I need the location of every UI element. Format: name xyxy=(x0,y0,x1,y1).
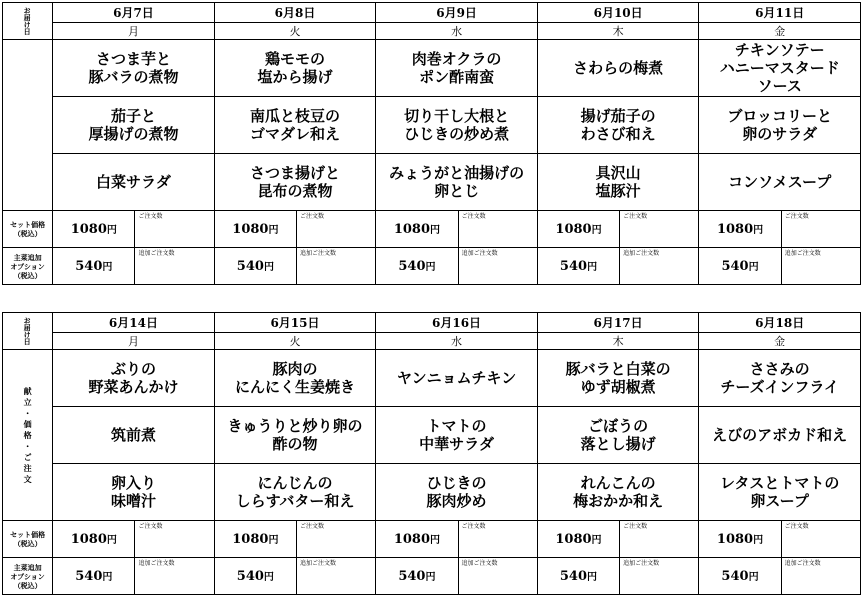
addon-order-count-caption: 追加ご注文数 xyxy=(138,560,175,567)
dish-line: 鶏モモの xyxy=(265,50,326,68)
menu-side-char: 献 xyxy=(23,385,32,396)
dish-main xyxy=(537,40,699,97)
dish-line: 厚揚げの煮物 xyxy=(88,125,179,143)
addon-order-count-field[interactable] xyxy=(620,558,699,595)
dish-line: 白菜サラダ xyxy=(96,173,171,191)
dish-line: 酢の物 xyxy=(272,435,318,453)
dish-side2 xyxy=(53,464,215,521)
dish-line: さわらの梅煮 xyxy=(573,59,664,77)
dish-side2 xyxy=(699,464,861,521)
dish-line: さつま芋と xyxy=(95,50,171,68)
dish-side2 xyxy=(699,154,861,211)
yen-unit: 円 xyxy=(430,535,440,546)
dish-side1 xyxy=(537,407,699,464)
weekday-row xyxy=(3,23,861,40)
set-price-value: 1080 xyxy=(70,532,107,547)
dish-line: にんにく生姜焼き xyxy=(234,378,355,396)
addon-order-count-field[interactable] xyxy=(620,248,699,285)
addon-price-value: 540 xyxy=(236,569,264,584)
dish-main xyxy=(214,350,376,407)
set-price xyxy=(537,521,619,558)
dish-side2 xyxy=(537,464,699,521)
set-order-count-field[interactable] xyxy=(297,211,376,248)
dish-line: ハニーマスタード xyxy=(719,59,840,77)
addon-order-count-caption: 追加ご注文数 xyxy=(300,250,337,257)
dish-line: ゆず胡椒煮 xyxy=(580,378,656,396)
dish-line: チーズインフライ xyxy=(720,378,839,396)
addon-row xyxy=(3,558,861,595)
set-price xyxy=(376,211,458,248)
dish-line: ひじきの炒め煮 xyxy=(404,125,510,143)
delivery-date: 6月18日 xyxy=(699,313,861,333)
set-price-label-line: （税込） xyxy=(13,229,42,238)
weekday: 金 xyxy=(699,23,861,40)
menu-side-char: ご xyxy=(23,451,32,462)
dish-line: ひじきの xyxy=(426,474,487,492)
yen-unit: 円 xyxy=(748,262,759,273)
addon-order-count-field[interactable] xyxy=(297,248,376,285)
yen-unit: 円 xyxy=(591,535,602,546)
dish-side1 xyxy=(699,407,861,464)
dish-side1 xyxy=(376,97,538,154)
set-price-label-line: セット価格 xyxy=(10,530,46,539)
delivery-date: 6月10日 xyxy=(537,3,699,23)
addon-order-count-caption: 追加ご注文数 xyxy=(784,560,821,567)
dish-side1 xyxy=(376,407,538,464)
dish-line: 塩から揚げ xyxy=(257,68,333,86)
dish-main xyxy=(376,40,538,97)
set-order-count-field[interactable] xyxy=(135,521,214,558)
dish-line: 卵スープ xyxy=(750,492,809,510)
dish-line: ささみの xyxy=(749,360,810,378)
addon-order-count-field[interactable] xyxy=(781,558,860,595)
addon-order-count-caption: 追加ご注文数 xyxy=(784,250,821,257)
set-price-value: 1080 xyxy=(232,532,269,547)
dish-line: 味噌汁 xyxy=(110,492,156,510)
addon-price xyxy=(214,248,296,285)
addon-price xyxy=(376,558,458,595)
yen-unit: 円 xyxy=(430,225,441,236)
addon-price xyxy=(214,558,296,595)
order-count-caption: ご注文数 xyxy=(300,523,325,530)
addon-order-count-caption: 追加ご注文数 xyxy=(300,560,337,567)
set-price xyxy=(214,211,296,248)
yen-unit: 円 xyxy=(263,262,274,273)
dish-line: 中華サラダ xyxy=(419,435,494,453)
addon-price-value: 540 xyxy=(559,569,588,584)
dish-line: 豚バラと白菜の xyxy=(565,360,671,378)
dish-row xyxy=(3,154,861,211)
addon-label-line: オプション xyxy=(10,571,45,581)
order-count-caption: ご注文数 xyxy=(623,523,648,530)
menu-side-label xyxy=(3,40,53,211)
yen-unit: 円 xyxy=(102,262,113,273)
dish-line: コンソメスープ xyxy=(728,173,832,191)
date-row xyxy=(3,313,861,333)
menu-side-label xyxy=(3,350,53,521)
dish-line: 卵のサラダ xyxy=(742,125,818,143)
order-count-caption: ご注文数 xyxy=(784,213,809,220)
menu-side-char: ・ xyxy=(23,440,32,451)
set-price-value: 1080 xyxy=(232,222,269,237)
weekday: 木 xyxy=(537,333,699,350)
dish-line: えびのアボカド和え xyxy=(712,426,848,444)
addon-label xyxy=(3,558,53,595)
set-price-value: 1080 xyxy=(393,222,431,237)
dish-line: 豚肉炒め xyxy=(426,492,487,510)
set-price-label xyxy=(3,211,53,248)
dish-side1 xyxy=(214,407,376,464)
set-price-row xyxy=(3,211,861,248)
dish-line: ブロッコリーと xyxy=(727,107,833,125)
addon-label-line: 主菜追加 xyxy=(13,562,42,572)
addon-price xyxy=(376,248,458,285)
weekday: 月 xyxy=(53,333,215,350)
addon-order-count-caption: 追加ご注文数 xyxy=(623,560,660,567)
yen-unit: 円 xyxy=(106,535,117,546)
dish-line: 豚肉の xyxy=(272,360,318,378)
dish-line: トマトの xyxy=(426,417,487,435)
addon-price-value: 540 xyxy=(236,259,264,274)
set-price-row xyxy=(3,521,861,558)
set-order-count-field[interactable] xyxy=(135,211,214,248)
menu-side-char: 立 xyxy=(23,396,32,407)
addon-order-count-caption: 追加ご注文数 xyxy=(623,250,660,257)
dish-side1 xyxy=(214,97,376,154)
dish-side2 xyxy=(537,154,699,211)
menu-side-char: ・ xyxy=(23,407,32,418)
dish-side1 xyxy=(53,407,215,464)
addon-order-count-field[interactable] xyxy=(458,558,537,595)
set-price-value: 1080 xyxy=(716,222,754,237)
delivery-day-label: お届け日 xyxy=(3,313,53,350)
week-menu-table xyxy=(2,312,861,595)
delivery-date: 6月9日 xyxy=(376,3,538,23)
yen-unit: 円 xyxy=(748,572,759,583)
addon-price-value: 540 xyxy=(721,259,749,274)
dish-line: 梅おかか和え xyxy=(573,492,664,510)
dish-line: 南瓜と枝豆の xyxy=(250,107,341,125)
dish-line: しらすバター和え xyxy=(235,492,355,510)
dish-line: ぶりの xyxy=(110,360,156,378)
dish-line: さつま揚げと xyxy=(250,164,341,182)
set-price xyxy=(53,521,135,558)
date-row xyxy=(3,3,861,23)
set-price xyxy=(376,521,458,558)
set-order-count-field[interactable] xyxy=(781,211,860,248)
addon-price-value: 540 xyxy=(75,259,103,274)
dish-side2 xyxy=(214,154,376,211)
addon-label-line: （税込） xyxy=(13,270,42,280)
menu-side-char: 格 xyxy=(23,429,32,440)
dish-line: 野菜あんかけ xyxy=(88,378,179,396)
addon-price-value: 540 xyxy=(559,259,588,274)
set-order-count-field[interactable] xyxy=(620,211,699,248)
dish-line: チキンソテー xyxy=(734,41,825,59)
yen-unit: 円 xyxy=(591,225,602,236)
dish-line: 卵とじ xyxy=(434,182,480,200)
dish-main xyxy=(699,40,861,97)
dish-row xyxy=(3,350,861,407)
dish-row xyxy=(3,97,861,154)
dish-row xyxy=(3,464,861,521)
dish-side2 xyxy=(53,154,215,211)
menu-side-char: 価 xyxy=(23,418,32,429)
addon-price-value: 540 xyxy=(398,259,426,274)
dish-side2 xyxy=(376,154,538,211)
yen-unit: 円 xyxy=(106,225,117,236)
dish-line: 塩豚汁 xyxy=(595,182,641,200)
set-price-label-line: （税込） xyxy=(13,539,42,548)
weekday: 火 xyxy=(214,23,376,40)
set-order-count-field[interactable] xyxy=(620,521,699,558)
addon-order-count-field[interactable] xyxy=(458,248,537,285)
dish-line: ゴマダレ和え xyxy=(250,125,341,143)
yen-unit: 円 xyxy=(268,225,279,236)
delivery-date: 6月14日 xyxy=(53,313,215,333)
set-price xyxy=(699,211,781,248)
weekday-row xyxy=(3,333,861,350)
addon-price xyxy=(537,248,619,285)
yen-unit: 円 xyxy=(263,572,274,583)
set-price-value: 1080 xyxy=(716,532,754,547)
addon-order-count-caption: 追加ご注文数 xyxy=(461,560,498,567)
dish-line: 昆布の煮物 xyxy=(257,182,333,200)
yen-unit: 円 xyxy=(587,572,598,583)
addon-price-value: 540 xyxy=(75,569,103,584)
order-count-caption: ご注文数 xyxy=(461,213,486,220)
set-price-value: 1080 xyxy=(70,222,107,237)
addon-label-line: 主菜追加 xyxy=(13,252,42,262)
dish-line: 具沢山 xyxy=(595,164,641,182)
order-count-caption: ご注文数 xyxy=(784,523,809,530)
dish-row xyxy=(3,40,861,97)
set-order-count-field[interactable] xyxy=(458,521,537,558)
addon-label-line: （税込） xyxy=(13,580,42,590)
yen-unit: 円 xyxy=(425,572,436,583)
set-price xyxy=(699,521,781,558)
addon-label xyxy=(3,248,53,285)
yen-unit: 円 xyxy=(753,535,764,546)
addon-price-value: 540 xyxy=(721,569,749,584)
menu-side-char: 注 xyxy=(23,462,32,473)
dish-line: ソース xyxy=(757,77,802,95)
delivery-date: 6月15日 xyxy=(214,313,376,333)
set-price-value: 1080 xyxy=(555,222,592,237)
set-order-count-field[interactable] xyxy=(458,211,537,248)
dish-line: ポン酢南蛮 xyxy=(419,68,495,86)
set-price xyxy=(537,211,619,248)
order-count-caption: ご注文数 xyxy=(623,213,648,220)
dish-line: レタスとトマトの xyxy=(719,474,840,492)
addon-price xyxy=(699,248,781,285)
weekday: 水 xyxy=(376,333,538,350)
yen-unit: 円 xyxy=(587,262,598,273)
dish-line: 切り干し大根と xyxy=(404,107,510,125)
yen-unit: 円 xyxy=(102,572,113,583)
weekday: 月 xyxy=(53,23,215,40)
dish-line: 肉巻オクラの xyxy=(411,50,502,68)
addon-price xyxy=(53,248,135,285)
addon-order-count-field[interactable] xyxy=(135,558,214,595)
dish-side1 xyxy=(699,97,861,154)
weekday: 水 xyxy=(376,23,538,40)
delivery-date: 6月7日 xyxy=(53,3,215,23)
set-price-label-line: セット価格 xyxy=(10,220,46,229)
addon-row xyxy=(3,248,861,285)
dish-line: 落とし揚げ xyxy=(580,435,656,453)
weekday: 木 xyxy=(537,23,699,40)
delivery-date: 6月17日 xyxy=(537,313,699,333)
yen-unit: 円 xyxy=(268,535,279,546)
dish-main xyxy=(537,350,699,407)
addon-price-value: 540 xyxy=(398,569,426,584)
dish-line: れんこんの xyxy=(580,474,656,492)
addon-price xyxy=(53,558,135,595)
set-price xyxy=(53,211,135,248)
dish-side2 xyxy=(214,464,376,521)
dish-row xyxy=(3,407,861,464)
addon-order-count-field[interactable] xyxy=(135,248,214,285)
set-price-label xyxy=(3,521,53,558)
dish-line: ヤンニョムチキン xyxy=(396,369,517,387)
dish-line: 茄子と xyxy=(110,107,156,125)
dish-line: ごぼうの xyxy=(588,417,649,435)
dish-line: 筑前煮 xyxy=(110,426,156,444)
delivery-day-label: お届け日 xyxy=(3,3,53,40)
dish-line: 豚バラの煮物 xyxy=(88,68,179,86)
dish-main xyxy=(53,40,215,97)
dish-line: みょうがと油揚げの xyxy=(389,164,525,182)
order-count-caption: ご注文数 xyxy=(300,213,325,220)
weekday: 金 xyxy=(699,333,861,350)
dish-side1 xyxy=(53,97,215,154)
dish-main xyxy=(699,350,861,407)
addon-order-count-caption: 追加ご注文数 xyxy=(461,250,498,257)
addon-order-count-field[interactable] xyxy=(297,558,376,595)
addon-order-count-caption: 追加ご注文数 xyxy=(138,250,175,257)
addon-price xyxy=(699,558,781,595)
dish-line: きゅうりと炒り卵の xyxy=(227,417,363,435)
addon-label-line: オプション xyxy=(10,261,45,271)
dish-main xyxy=(53,350,215,407)
dish-main xyxy=(214,40,376,97)
dish-line: にんじんの xyxy=(257,474,333,492)
set-price-value: 1080 xyxy=(555,532,592,547)
delivery-date: 6月11日 xyxy=(699,3,861,23)
order-count-caption: ご注文数 xyxy=(138,523,163,530)
yen-unit: 円 xyxy=(753,225,764,236)
set-order-count-field[interactable] xyxy=(297,521,376,558)
order-count-caption: ご注文数 xyxy=(138,213,163,220)
set-price xyxy=(214,521,296,558)
dish-side1 xyxy=(537,97,699,154)
set-order-count-field[interactable] xyxy=(781,521,860,558)
order-count-caption: ご注文数 xyxy=(461,523,486,530)
dish-side2 xyxy=(376,464,538,521)
week-menu-table xyxy=(2,2,861,285)
dish-line: わさび和え xyxy=(580,125,656,143)
dish-line: 卵入り xyxy=(110,474,156,492)
set-price-value: 1080 xyxy=(393,532,430,547)
dish-line: 揚げ茄子の xyxy=(580,107,656,125)
weekday: 火 xyxy=(214,333,376,350)
delivery-date: 6月8日 xyxy=(214,3,376,23)
dish-main xyxy=(376,350,538,407)
menu-side-char: 文 xyxy=(23,473,32,484)
yen-unit: 円 xyxy=(425,262,436,273)
addon-order-count-field[interactable] xyxy=(781,248,860,285)
delivery-date: 6月16日 xyxy=(376,313,538,333)
addon-price xyxy=(537,558,619,595)
